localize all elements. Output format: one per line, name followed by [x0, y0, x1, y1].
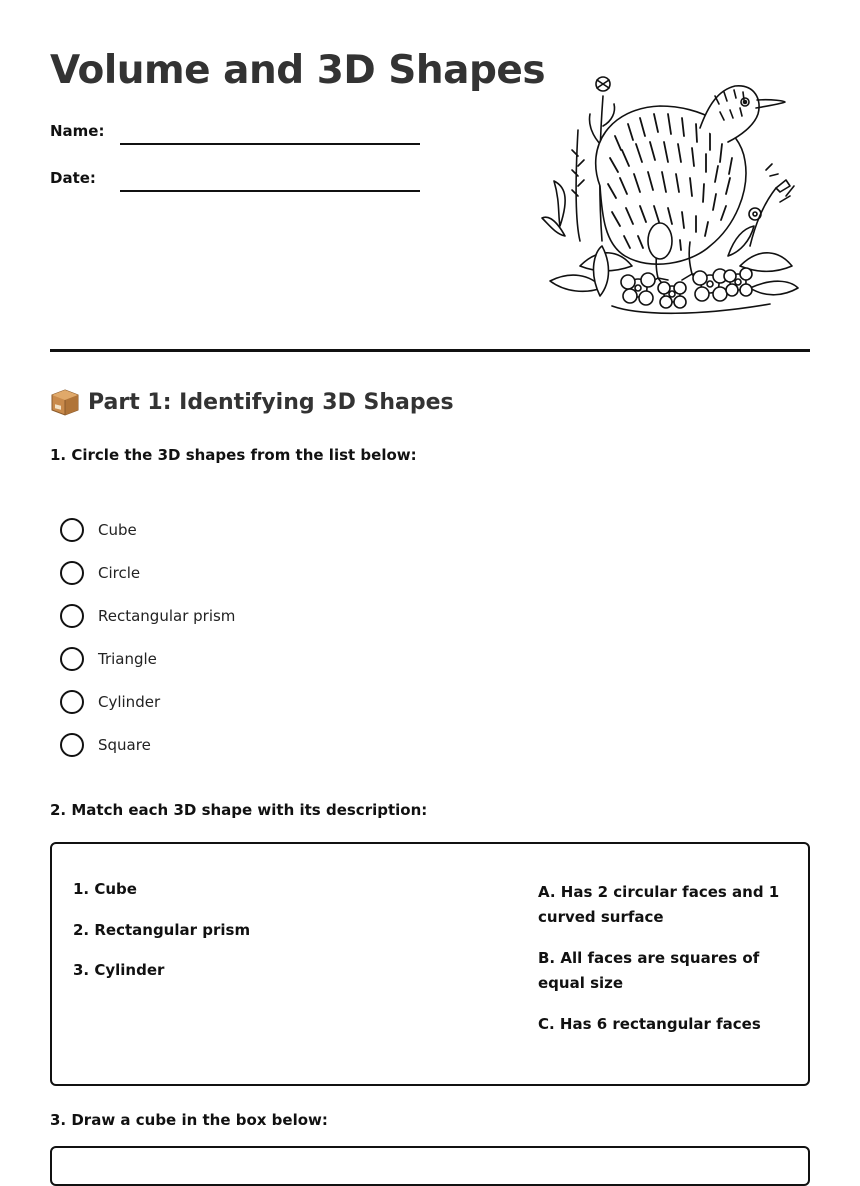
option-label: Triangle [98, 649, 157, 668]
option-cylinder[interactable] [60, 680, 235, 723]
shape-item: 1. Cube [73, 880, 137, 898]
radio-circle-icon[interactable] [60, 647, 84, 671]
shape-item: 2. Rectangular prism [73, 920, 251, 939]
name-field[interactable] [120, 143, 420, 145]
section-divider [50, 349, 810, 352]
radio-circle-icon[interactable] [60, 604, 84, 628]
description-item: C. Has 6 rectangular faces [538, 1015, 761, 1033]
option-circle[interactable] [60, 551, 235, 594]
question-1-prompt: 1. Circle the 3D shapes from the list below: [50, 446, 417, 464]
name-label: Name: [50, 122, 105, 140]
description-item: A. Has 2 circular faces and 1 curved surface [538, 883, 780, 926]
option-label: Circle [98, 563, 141, 582]
date-label: Date: [50, 169, 96, 187]
radio-circle-icon[interactable] [60, 733, 84, 757]
option-label: Rectangular prism [98, 606, 236, 625]
drawing-box[interactable] [50, 1146, 810, 1186]
description-column [538, 880, 793, 1053]
section-title-part1 [50, 387, 454, 417]
option-label: Cube [98, 520, 137, 539]
option-square[interactable] [60, 723, 235, 766]
page-title: Volume and 3D Shapes [50, 48, 546, 93]
date-field[interactable] [120, 190, 420, 192]
option-label: Cylinder [98, 692, 161, 711]
shape-column [73, 880, 250, 1002]
kiwi-bird-illustration [540, 66, 805, 321]
shape-option-list [60, 508, 235, 766]
option-rectangular-prism[interactable] [60, 594, 235, 637]
shape-item: 3. Cylinder [73, 961, 165, 979]
question-3-prompt: 3. Draw a cube in the box below: [50, 1111, 328, 1129]
option-cube[interactable] [60, 508, 235, 551]
option-label: Square [98, 735, 151, 754]
section-title-text: Part 1: Identifying 3D Shapes [88, 389, 454, 415]
radio-circle-icon[interactable] [60, 518, 84, 542]
option-triangle[interactable] [60, 637, 235, 680]
question-2-prompt: 2. Match each 3D shape with its description: [50, 801, 428, 819]
package-box-icon [50, 387, 80, 417]
radio-circle-icon[interactable] [60, 561, 84, 585]
matching-box [50, 842, 810, 1086]
description-item: B. All faces are squares of equal size [538, 949, 760, 992]
radio-circle-icon[interactable] [60, 690, 84, 714]
